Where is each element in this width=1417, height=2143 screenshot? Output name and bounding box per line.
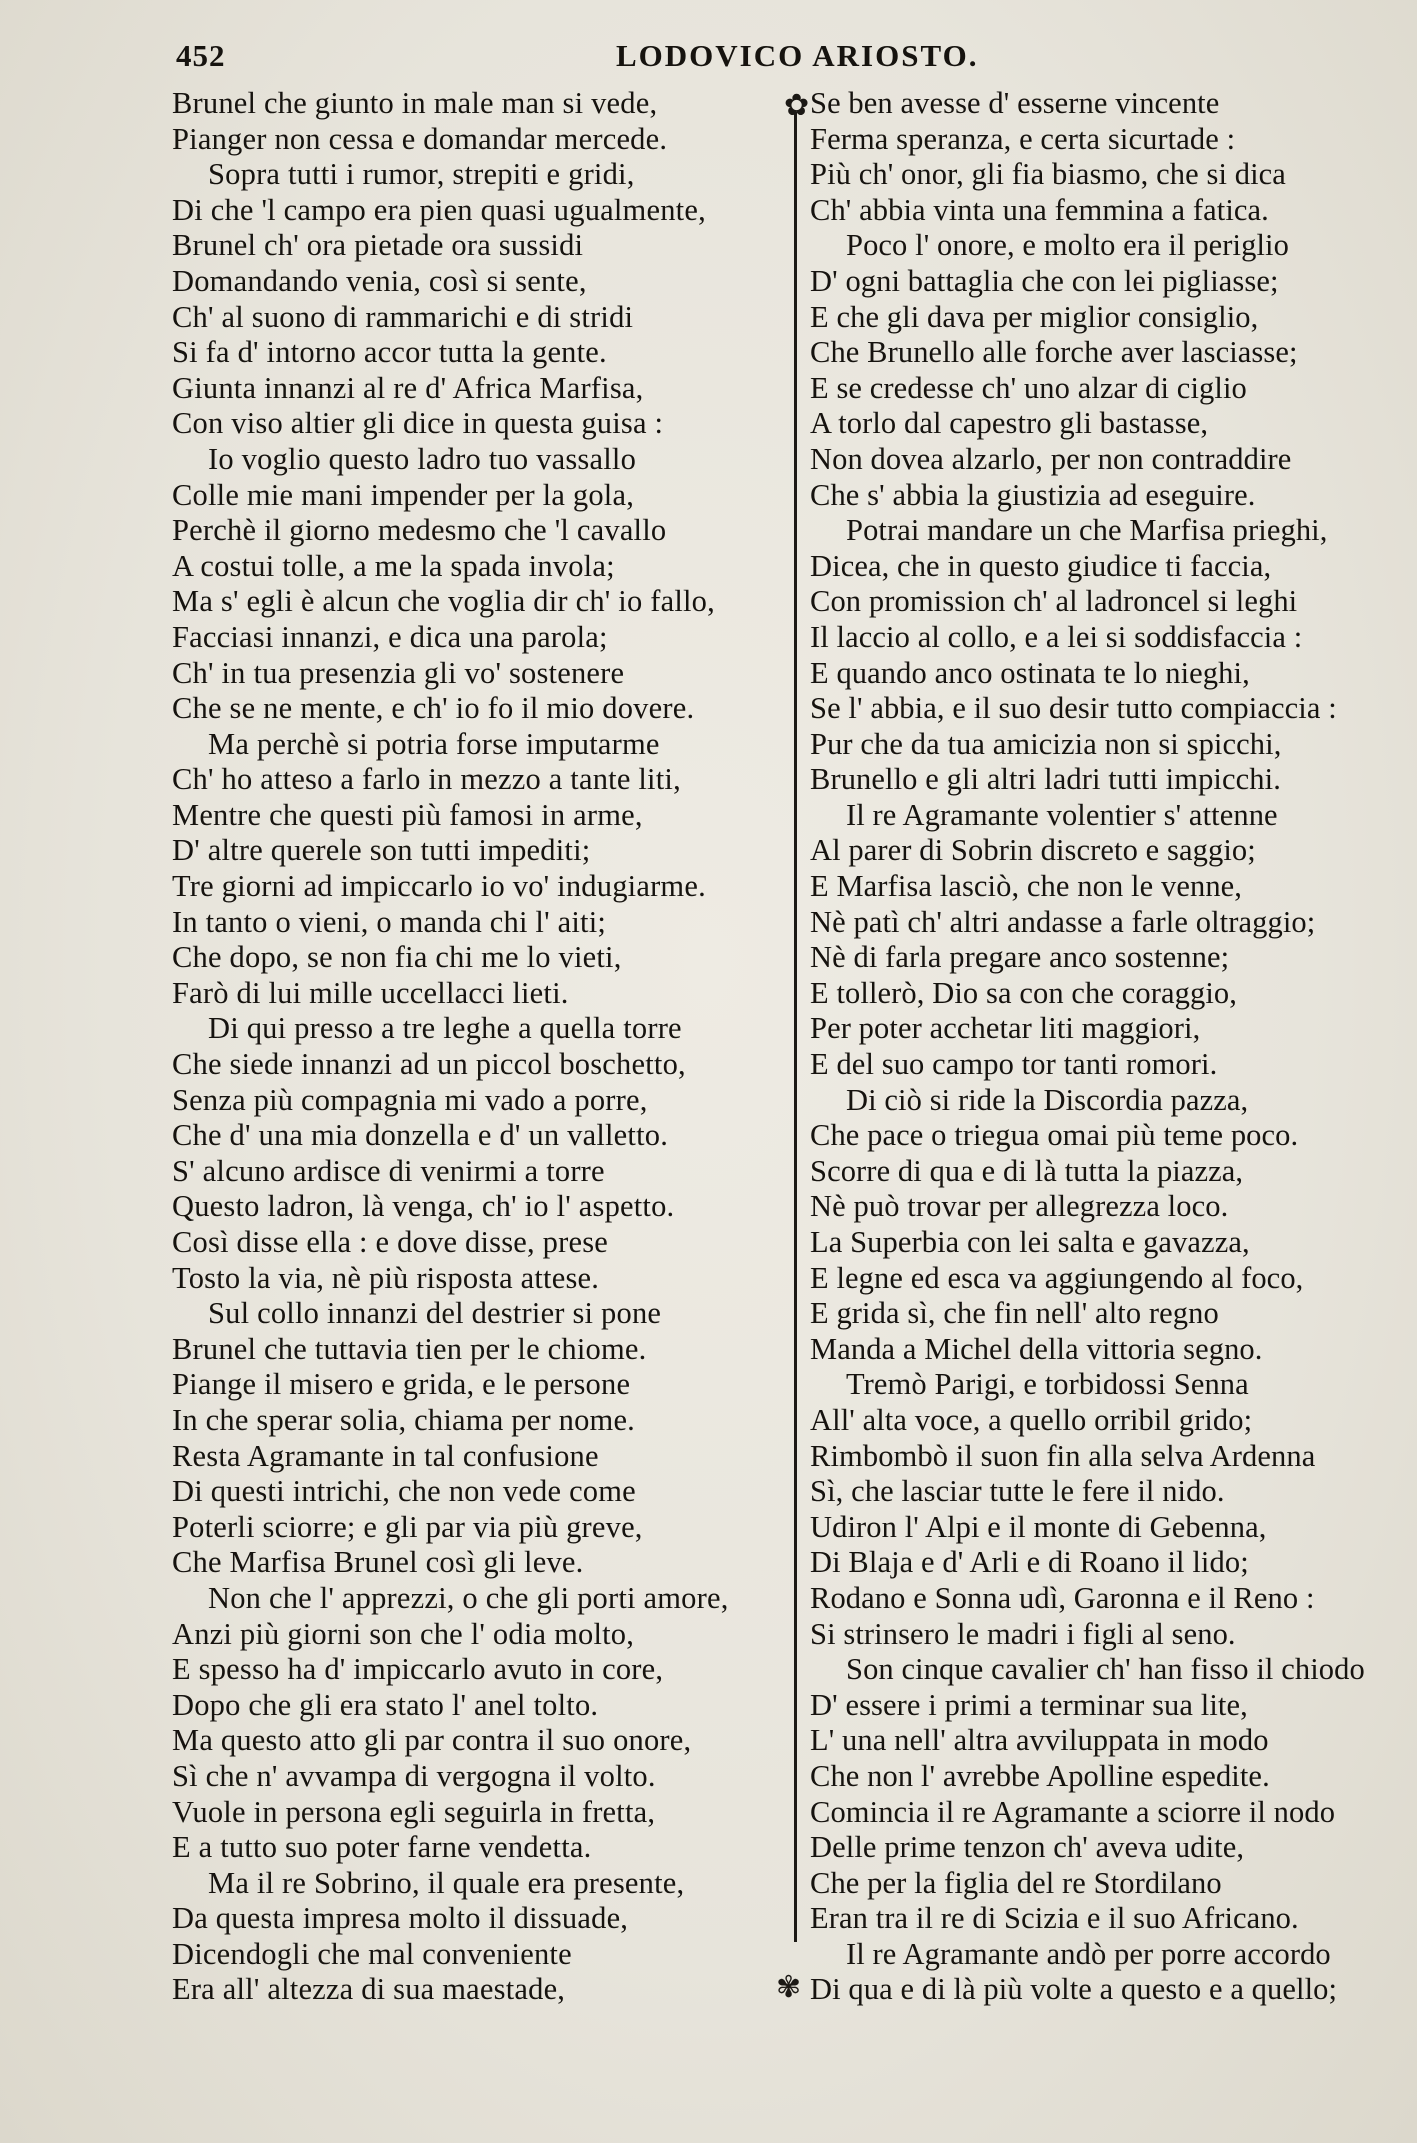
verse-line: Farò di lui mille uccellacci lieti. — [172, 975, 569, 1010]
verse-line: Di qua e di là più volte a questo e a quello; — [810, 1972, 1338, 2007]
verse-line: Ch' in tua presenzia gli vo' sostenere — [172, 655, 625, 690]
verse-line: Il laccio al collo, e a lei si soddisfaccia : — [810, 619, 1303, 654]
verse-line: Con promission ch' al ladroncel si leghi — [810, 584, 1298, 619]
verse-line: Se l' abbia, e il suo desir tutto compiaccia : — [810, 691, 1337, 726]
verse-line: A torlo dal capestro gli bastasse, — [810, 406, 1209, 441]
verse-line: Anzi più giorni son che l' odia molto, — [172, 1616, 635, 1651]
verse-line: Facciasi innanzi, e dica una parola; — [172, 619, 608, 654]
verse-line: In che sperar solia, chiama per nome. — [172, 1402, 636, 1437]
verse-line: Brunel ch' ora pietade ora sussidi — [172, 228, 584, 263]
verse-line: Perchè il giorno medesmo che 'l cavallo — [172, 513, 667, 548]
verse-line: Scorre di qua e di là tutta la piazza, — [810, 1153, 1244, 1188]
verse-line: D' ogni battaglia che con lei pigliasse; — [810, 263, 1279, 298]
verse-line: Pur che da tua amicizia non si spicchi, — [810, 726, 1282, 761]
verse-line: Che Brunello alle forche aver lasciasse; — [810, 335, 1298, 370]
verse-line: Nè di farla pregare anco sostenne; — [810, 940, 1230, 975]
left-text-column — [172, 86, 790, 2008]
verse-line: Senza più compagnia mi vado a porre, — [172, 1082, 648, 1117]
right-text-column — [810, 86, 1410, 2008]
verse-line: D' essere i primi a terminar sua lite, — [810, 1687, 1248, 1722]
verse-line: Che s' abbia la giustizia ad eseguire. — [810, 477, 1256, 512]
verse-line: Piange il misero e grida, e le persone — [172, 1367, 631, 1402]
verse-line: Ma il re Sobrino, il quale era presente, — [208, 1865, 685, 1900]
verse-line: Dicea, che in questo giudice ti faccia, — [810, 548, 1272, 583]
verse-line: Colle mie mani impender per la gola, — [172, 477, 635, 512]
verse-line: Ferma speranza, e certa sicurtade : — [810, 121, 1236, 156]
verse-line: Son cinque cavalier ch' han fisso il chiodo — [846, 1652, 1365, 1687]
verse-line: L' una nell' altra avviluppata in modo — [810, 1723, 1269, 1758]
verse-line: Di qui presso a tre leghe a quella torre — [208, 1011, 682, 1046]
verse-line: Di che 'l campo era pien quasi ugualmente, — [172, 192, 706, 227]
verse-line: Rimbombò il suon fin alla selva Ardenna — [810, 1438, 1316, 1473]
verse-line: Udiron l' Alpi e il monte di Gebenna, — [810, 1509, 1267, 1544]
verse-line: Brunello e gli altri ladri tutti impicchi. — [810, 762, 1281, 797]
verse-line: Tremò Parigi, e torbidossi Senna — [846, 1367, 1249, 1402]
verse-line: Ma perchè si potria forse imputarme — [208, 726, 660, 761]
verse-line: Che siede innanzi ad un piccol boschetto, — [172, 1047, 686, 1082]
verse-line: Ma s' egli è alcun che voglia dir ch' io fallo, — [172, 584, 715, 619]
page-header — [176, 38, 1236, 82]
verse-line: Che pace o triegua omai più teme poco. — [810, 1118, 1299, 1153]
verse-line: Che per la figlia del re Stordilano — [810, 1865, 1222, 1900]
verse-line: Il re Agramante volentier s' attenne — [846, 797, 1278, 832]
verse-line: Poterli sciorre; e gli par via più greve, — [172, 1509, 643, 1544]
verse-line: All' alta voce, a quello orribil grido; — [810, 1402, 1253, 1437]
verse-line: Così disse ella : e dove disse, prese — [172, 1225, 609, 1259]
verse-line: Eran tra il re di Scizia e il suo Africano. — [810, 1901, 1299, 1936]
verse-line: E a tutto suo poter farne vendetta. — [172, 1830, 592, 1865]
verse-line: Il re Agramante andò per porre accordo — [846, 1936, 1331, 1971]
verse-line: Io voglio questo ladro tuo vassallo — [208, 441, 637, 476]
verse-line: Sopra tutti i rumor, strepiti e gridi, — [208, 157, 635, 192]
verse-line: Si fa d' intorno accor tutta la gente. — [172, 335, 607, 370]
fleuron-ornament-top-icon: ✿ — [784, 89, 810, 122]
page-number: 452 — [176, 38, 226, 73]
verse-line: Resta Agramante in tal confusione — [172, 1438, 599, 1473]
verse-line: Con viso altier gli dice in questa guisa : — [172, 406, 664, 441]
verse-line: Al parer di Sobrin discreto e saggio; — [810, 833, 1256, 868]
verse-line: Domandando venia, così si sente, — [172, 263, 587, 298]
verse-line: Questo ladron, là venga, ch' io l' aspetto. — [172, 1189, 675, 1224]
verse-line: Ch' abbia vinta una femmina a fatica. — [810, 192, 1269, 227]
verse-line: Rodano e Sonna udì, Garonna e il Reno : — [810, 1580, 1315, 1615]
verse-line: Giunta innanzi al re d' Africa Marfisa, — [172, 370, 644, 405]
verse-line: Che dopo, se non fia chi me lo vieti, — [172, 940, 622, 975]
verse-line: Poco l' onore, e molto era il periglio — [846, 228, 1289, 263]
verse-line: E se credesse ch' uno alzar di ciglio — [810, 370, 1247, 405]
verse-line: S' alcuno ardisce di venirmi a torre — [172, 1153, 605, 1188]
verse-line: Che Marfisa Brunel così gli leve. — [172, 1545, 584, 1580]
verse-line: Comincia il re Agramante a sciorre il nodo — [810, 1794, 1336, 1829]
verse-line: Da questa impresa molto il dissuade, — [172, 1901, 629, 1936]
verse-line: E Marfisa lasciò, che non le venne, — [810, 869, 1243, 904]
verse-line: Brunel che tuttavia tien per le chiome. — [172, 1331, 647, 1366]
verse-line: D' altre querele son tutti impediti; — [172, 833, 591, 868]
verse-line: Nè può trovar per allegrezza loco. — [810, 1189, 1229, 1224]
verse-line: Sul collo innanzi del destrier si pone — [208, 1296, 662, 1331]
verse-line: Nè patì ch' altri andasse a farle oltraggio; — [810, 904, 1316, 939]
verse-line: E grida sì, che fin nell' alto regno — [810, 1296, 1219, 1331]
verse-line: Era all' altezza di sua maestade, — [172, 1972, 566, 2007]
verse-line: A costui tolle, a me la spada invola; — [172, 548, 615, 583]
verse-line: E tollerò, Dio sa con che coraggio, — [810, 975, 1237, 1010]
verse-line: E del suo campo tor tanti romori. — [810, 1047, 1218, 1082]
verse-line: Non che l' apprezzi, o che gli porti amore, — [208, 1580, 729, 1615]
verse-line: Tre giorni ad impiccarlo io vo' indugiarme. — [172, 869, 706, 904]
verse-line: Pianger non cessa e domandar mercede. — [172, 121, 668, 156]
verse-line: In tanto o vieni, o manda chi l' aiti; — [172, 904, 607, 939]
verse-line: Di questi intrichi, che non vede come — [172, 1474, 636, 1509]
verse-line: Che se ne mente, e ch' io fo il mio dovere. — [172, 691, 695, 726]
fleuron-ornament-bottom-icon: ✾ — [776, 1971, 802, 2004]
verse-line: Ch' ho atteso a farlo in mezzo a tante liti, — [172, 762, 681, 797]
verse-line: Che d' una mia donzella e d' un valletto. — [172, 1118, 669, 1153]
verse-line: E spesso ha d' impiccarlo avuto in core, — [172, 1652, 664, 1687]
verse-line: E che gli dava per miglior consiglio, — [810, 299, 1259, 334]
verse-line: Manda a Michel della vittoria segno. — [810, 1331, 1263, 1366]
verse-line: Brunel che giunto in male man si vede, — [172, 86, 658, 120]
verse-line: Per poter acchetar liti maggiori, — [810, 1011, 1201, 1046]
verse-line: Ch' al suono di rammarichi e di stridi — [172, 299, 634, 334]
verse-line: Non dovea alzarlo, per non contraddire — [810, 441, 1292, 476]
verse-line: Di Blaja e d' Arli e di Roano il lido; — [810, 1545, 1249, 1580]
verse-line: Sì che n' avvampa di vergogna il volto. — [172, 1758, 656, 1793]
verse-line: La Superbia con lei salta e gavazza, — [810, 1225, 1250, 1259]
running-title: LODOVICO ARIOSTO. — [616, 38, 979, 73]
verse-line: E legne ed esca va aggiungendo al foco, — [810, 1260, 1304, 1295]
verse-line: Potrai mandare un che Marfisa prieghi, — [846, 513, 1328, 548]
verse-line: Si strinsero le madri i figli al seno. — [810, 1616, 1236, 1651]
verse-line: Di ciò si ride la Discordia pazza, — [846, 1082, 1249, 1117]
verse-line: Che non l' avrebbe Apolline espedite. — [810, 1758, 1270, 1793]
verse-line: Delle prime tenzon ch' aveva udite, — [810, 1830, 1245, 1865]
verse-line: Tosto la via, nè più risposta attese. — [172, 1260, 600, 1295]
column-divider — [794, 112, 797, 1942]
verse-line: Mentre che questi più famosi in arme, — [172, 797, 643, 832]
verse-line: Ma questo atto gli par contra il suo onore, — [172, 1723, 692, 1758]
verse-line: Vuole in persona egli seguirla in fretta, — [172, 1794, 656, 1829]
verse-line: Più ch' onor, gli fia biasmo, che si dica — [810, 157, 1286, 192]
verse-line: Se ben avesse d' esserne vincente — [810, 86, 1220, 120]
verse-line: Dicendogli che mal conveniente — [172, 1936, 572, 1971]
verse-line: E quando anco ostinata te lo nieghi, — [810, 655, 1250, 690]
verse-line: Dopo che gli era stato l' anel tolto. — [172, 1687, 599, 1722]
verse-line: Sì, che lasciar tutte le fere il nido. — [810, 1474, 1225, 1509]
